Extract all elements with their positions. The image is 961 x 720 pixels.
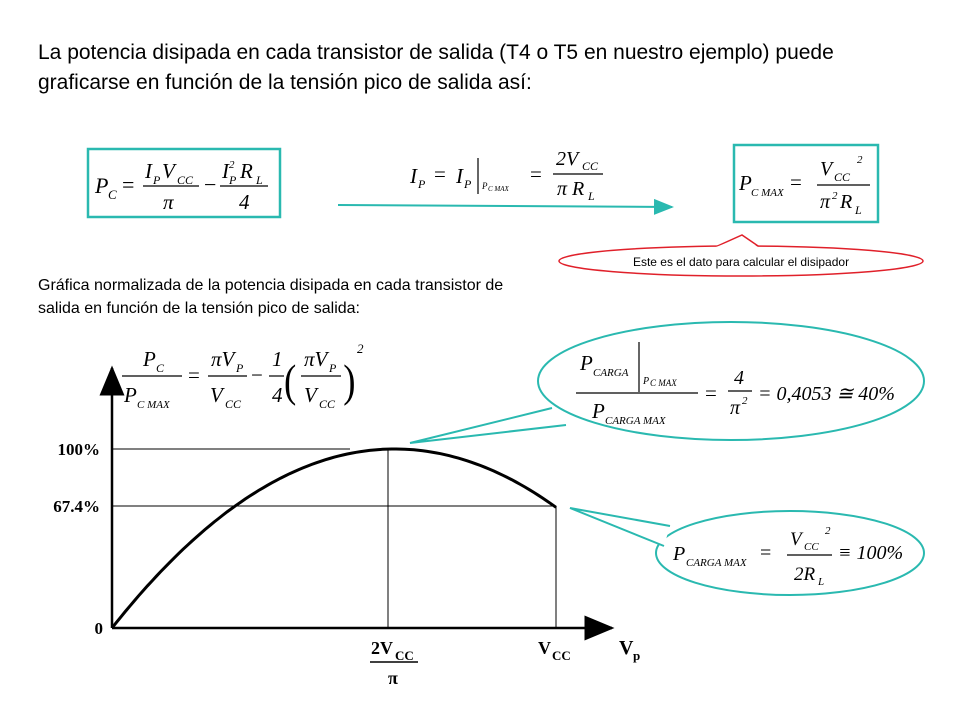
svg-text:1: 1 — [272, 347, 283, 371]
x-tick-2vcc-pi — [370, 638, 418, 688]
svg-text:L: L — [855, 203, 862, 217]
svg-text:=: = — [705, 381, 717, 405]
svg-text:−: − — [204, 172, 217, 197]
svg-text:CC: CC — [582, 159, 599, 173]
svg-text:V: V — [790, 529, 802, 550]
svg-text:p: p — [633, 648, 641, 663]
svg-text:C MAX: C MAX — [650, 378, 677, 388]
svg-text:πV: πV — [304, 347, 328, 371]
svg-text:P: P — [153, 173, 161, 187]
svg-text:CC: CC — [834, 170, 851, 184]
svg-text:V: V — [820, 158, 833, 180]
y-tick-67: 67.4% — [53, 497, 100, 516]
svg-text:(: ( — [284, 356, 297, 408]
chart-caption: Gráfica normalizada de la potencia disipada en cada transistor de salida en función de la tensión pico de salida: — [38, 277, 504, 317]
formula-normalized — [122, 341, 364, 411]
svg-text:P: P — [418, 177, 426, 191]
svg-text:CARGA: CARGA — [593, 367, 629, 379]
svg-text:2R: 2R — [794, 564, 816, 585]
svg-text:I: I — [456, 164, 463, 188]
svg-text:4: 4 — [272, 383, 283, 407]
svg-text:P: P — [95, 173, 109, 198]
svg-text:P: P — [329, 361, 337, 375]
svg-text:R: R — [240, 159, 253, 183]
svg-text:4: 4 — [734, 367, 744, 389]
svg-text:4: 4 — [239, 190, 250, 214]
svg-text:P: P — [592, 399, 605, 423]
svg-text:V: V — [162, 159, 175, 183]
svg-text:π: π — [820, 191, 831, 213]
ratio-result: = 0,4053 ≅ 40% — [758, 383, 895, 405]
svg-text:L: L — [256, 173, 263, 187]
svg-text:P: P — [673, 543, 686, 565]
svg-text:C: C — [108, 187, 117, 202]
svg-text:P: P — [464, 177, 472, 191]
svg-text:P: P — [229, 173, 237, 187]
svg-text:V: V — [538, 638, 551, 658]
heading-text: La potencia disipada en cada transistor de salida (T4 o T5 en nuestro ejemplo) puede graficarse en función de la tensión pico de salida así: — [38, 41, 834, 94]
svg-text:C MAX: C MAX — [751, 187, 784, 199]
svg-text:V: V — [304, 383, 317, 407]
svg-text:CC: CC — [225, 397, 242, 411]
svg-text:L: L — [588, 189, 595, 203]
svg-text:2: 2 — [357, 341, 364, 356]
formula-pcmax-box — [734, 145, 878, 222]
svg-text:P: P — [482, 181, 488, 191]
y-tick-100: 100% — [57, 440, 100, 459]
svg-text:2: 2 — [229, 159, 235, 171]
arrow-right — [338, 205, 672, 207]
svg-text:=: = — [434, 162, 446, 186]
svg-text:πV: πV — [211, 347, 235, 371]
x-axis-label — [619, 637, 640, 663]
formula-ip — [409, 148, 603, 203]
svg-text:C: C — [156, 361, 165, 375]
svg-text:=: = — [530, 162, 542, 186]
formula-pc-box — [88, 149, 280, 217]
svg-text:2V: 2V — [371, 638, 393, 658]
y-tick-0: 0 — [94, 619, 103, 638]
svg-text:CC: CC — [319, 397, 336, 411]
carga-max-callout — [570, 508, 924, 595]
svg-text:R: R — [840, 191, 853, 213]
svg-text:CC: CC — [804, 541, 819, 553]
svg-text:=: = — [790, 170, 802, 194]
svg-text:V: V — [619, 637, 634, 659]
svg-text:π: π — [388, 668, 398, 688]
svg-text:I: I — [410, 164, 417, 188]
svg-text:2: 2 — [825, 525, 831, 537]
svg-text:2V: 2V — [556, 148, 579, 170]
svg-text:−: − — [251, 363, 263, 387]
svg-text:=: = — [122, 172, 135, 197]
svg-text:CARGA MAX: CARGA MAX — [686, 557, 747, 569]
svg-text:C MAX: C MAX — [488, 185, 509, 193]
svg-text:I: I — [145, 159, 152, 183]
svg-text:=: = — [188, 363, 200, 387]
callout-note: Este es el dato para calcular el disipador — [632, 255, 850, 269]
heatsink-callout — [559, 235, 923, 276]
x-tick-vcc — [538, 638, 571, 663]
power-curve — [112, 449, 556, 628]
svg-text:L: L — [818, 576, 825, 588]
svg-text:C MAX: C MAX — [137, 399, 170, 411]
svg-text:CC: CC — [395, 648, 414, 663]
svg-text:P: P — [143, 347, 156, 371]
carga-max-result: ≡ 100% — [838, 542, 904, 564]
svg-text:CARGA MAX: CARGA MAX — [605, 415, 666, 427]
svg-text:π R: π R — [557, 178, 585, 200]
svg-text:CC: CC — [552, 648, 571, 663]
ratio-callout — [410, 322, 924, 443]
svg-text:P: P — [124, 383, 137, 407]
svg-text:P: P — [739, 171, 752, 195]
svg-text:P: P — [236, 361, 244, 375]
svg-text:π: π — [163, 190, 174, 214]
svg-text:): ) — [343, 356, 356, 408]
svg-text:2: 2 — [832, 190, 838, 202]
svg-text:2: 2 — [742, 395, 748, 407]
svg-text:P: P — [580, 351, 593, 375]
svg-text:=: = — [760, 542, 772, 564]
svg-text:V: V — [210, 383, 223, 407]
svg-text:CC: CC — [177, 173, 194, 187]
svg-text:π: π — [730, 397, 741, 419]
svg-text:P: P — [643, 376, 650, 387]
svg-text:2: 2 — [857, 154, 863, 166]
svg-text:I: I — [222, 159, 229, 183]
